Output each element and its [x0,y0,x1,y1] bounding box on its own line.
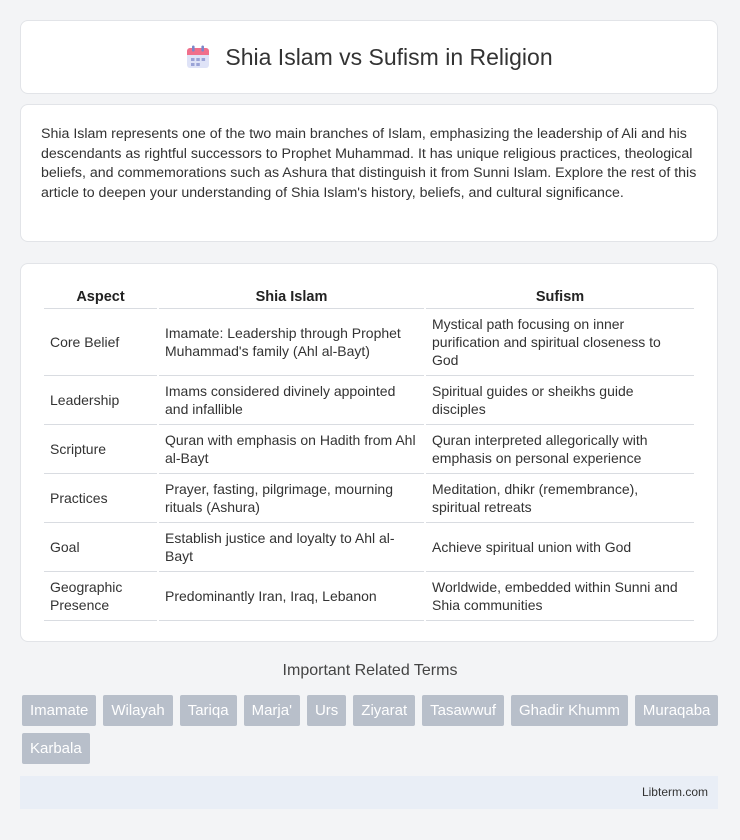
cell-aspect: Scripture [44,425,157,474]
tag-ghadir-khumm[interactable]: Ghadir Khumm [511,695,628,726]
cell-shia: Imamate: Leadership through Prophet Muhammad's family (Ahl al-Bayt) [159,309,424,376]
tag-karbala[interactable]: Karbala [22,733,90,764]
cell-aspect: Leadership [44,376,157,425]
cell-shia: Establish justice and loyalty to Ahl al-Bayt [159,523,424,572]
table-row [44,523,694,572]
comparison-card [20,263,718,642]
tag-urs[interactable]: Urs [307,695,346,726]
cell-aspect: Geographic Presence [44,572,157,621]
tag-muraqaba[interactable]: Muraqaba [635,695,719,726]
tag-tasawwuf[interactable]: Tasawwuf [422,695,504,726]
footer-site-link[interactable]: Libterm.com [641,785,708,799]
cell-shia: Quran with emphasis on Hadith from Ahl al-Bayt [159,425,424,474]
cell-aspect: Practices [44,474,157,523]
header-aspect: Aspect [44,286,157,309]
table-header-row [44,286,694,309]
related-terms-title: Important Related Terms [282,662,458,679]
comparison-table [42,286,696,621]
tag-tariqa[interactable]: Tariqa [180,695,237,726]
header-sufism: Sufism [426,286,694,309]
related-terms-tags [22,695,722,764]
intro-text: Shia Islam represents one of the two main branches of Islam, emphasizing the leadership of Ali and his descendants as rightful successors to Prophet Muhammad. It has unique religious practices, theological beliefs, and commemorations such as Ashura that distinguish it from Sunni Islam. Explore the rest of this article to deepen your understanding of Shia Islam's history, beliefs, and cultural significance. [41,126,697,201]
cell-shia: Predominantly Iran, Iraq, Lebanon [159,572,424,621]
cell-shia: Imams considered divinely appointed and infallible [159,376,424,425]
header-card [20,20,718,94]
footer [20,776,718,809]
cell-aspect: Goal [44,523,157,572]
cell-shia: Prayer, fasting, pilgrimage, mourning rituals (Ashura) [159,474,424,523]
cell-sufism: Quran interpreted allegorically with emphasis on personal experience [426,425,694,474]
cell-aspect: Core Belief [44,309,157,376]
cell-sufism: Meditation, dhikr (remembrance), spiritual retreats [426,474,694,523]
calendar-icon [185,44,211,70]
tag-imamate[interactable]: Imamate [22,695,96,726]
table-row [44,572,694,621]
table-row [44,425,694,474]
cell-sufism: Achieve spiritual union with God [426,523,694,572]
tag-marja[interactable]: Marja' [244,695,300,726]
table-row [44,376,694,425]
cell-sufism: Mystical path focusing on inner purification and spiritual closeness to God [426,309,694,376]
page-title: Shia Islam vs Sufism in Religion [225,43,553,70]
table-row [44,309,694,376]
title-wrap [185,44,552,71]
table-row [44,474,694,523]
tag-wilayah[interactable]: Wilayah [103,695,172,726]
intro-card [20,104,718,242]
cell-sufism: Spiritual guides or sheikhs guide disciples [426,376,694,425]
header-shia: Shia Islam [159,286,424,309]
tag-ziyarat[interactable]: Ziyarat [353,695,415,726]
cell-sufism: Worldwide, embedded within Sunni and Shia communities [426,572,694,621]
